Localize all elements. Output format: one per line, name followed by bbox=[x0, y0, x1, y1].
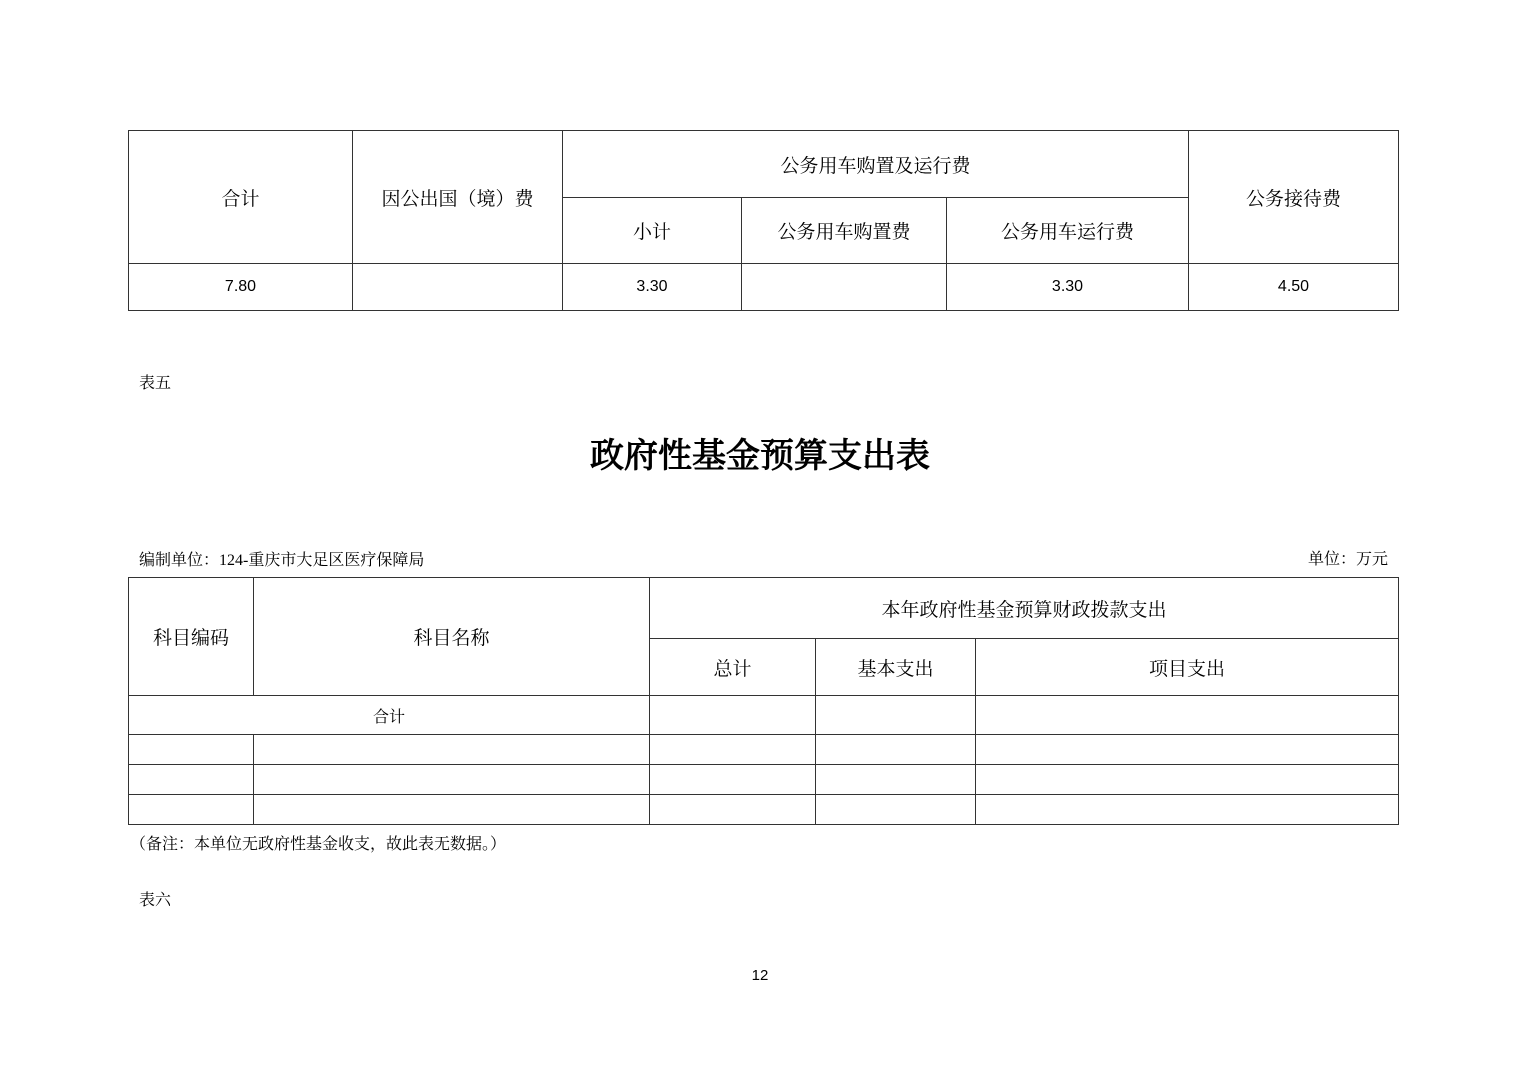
header-reception-expense: 公务接待费 bbox=[1189, 131, 1399, 264]
table-cell bbox=[976, 765, 1399, 795]
table-cell bbox=[254, 735, 650, 765]
sum-row-label: 合计 bbox=[129, 696, 650, 735]
header-vehicle-purchase: 公务用车购置费 bbox=[742, 198, 947, 264]
table-cell bbox=[129, 765, 254, 795]
compiling-unit: 编制单位：124-重庆市大足区医疗保障局 bbox=[139, 552, 425, 569]
table-cell bbox=[976, 696, 1399, 735]
currency-unit: 单位：万元 bbox=[1307, 551, 1388, 568]
table-note: （备注：本单位无政府性基金收支，故此表无数据。） bbox=[130, 836, 507, 853]
value-subtotal: 3.30 bbox=[563, 264, 742, 311]
table-cell bbox=[976, 795, 1399, 825]
table-cell bbox=[816, 735, 976, 765]
header-subject-code: 科目编码 bbox=[129, 578, 254, 696]
table-cell bbox=[129, 795, 254, 825]
table-cell bbox=[650, 696, 816, 735]
table-row bbox=[129, 696, 1399, 735]
table-cell bbox=[129, 735, 254, 765]
header-total: 合计 bbox=[129, 131, 353, 264]
value-total: 7.80 bbox=[129, 264, 353, 311]
header-fund-expenditure-group: 本年政府性基金预算财政拨款支出 bbox=[650, 578, 1399, 639]
header-vehicle-group: 公务用车购置及运行费 bbox=[563, 131, 1189, 198]
table-cell bbox=[816, 765, 976, 795]
header-project-expenditure: 项目支出 bbox=[976, 639, 1399, 696]
page-title: 政府性基金预算支出表 bbox=[590, 438, 930, 475]
table-row bbox=[129, 264, 1399, 311]
header-abroad-expense: 因公出国（境）费 bbox=[353, 131, 563, 264]
value-abroad-expense bbox=[353, 264, 563, 311]
table-row bbox=[129, 795, 1399, 825]
header-vehicle-operation: 公务用车运行费 bbox=[947, 198, 1189, 264]
table-row bbox=[129, 735, 1399, 765]
table-cell bbox=[816, 795, 976, 825]
table-cell bbox=[650, 735, 816, 765]
table-row bbox=[129, 765, 1399, 795]
government-fund-budget-table bbox=[128, 577, 1399, 825]
header-subject-name: 科目名称 bbox=[254, 578, 650, 696]
value-vehicle-purchase bbox=[742, 264, 947, 311]
table-cell bbox=[650, 795, 816, 825]
value-reception-expense: 4.50 bbox=[1189, 264, 1399, 311]
table-cell bbox=[816, 696, 976, 735]
table-cell bbox=[976, 735, 1399, 765]
table-label-five: 表五 bbox=[139, 375, 172, 392]
table-cell bbox=[254, 795, 650, 825]
page-number: 12 bbox=[751, 967, 769, 984]
header-grand-total: 总计 bbox=[650, 639, 816, 696]
table-cell bbox=[650, 765, 816, 795]
table-cell bbox=[254, 765, 650, 795]
header-subtotal: 小计 bbox=[563, 198, 742, 264]
header-basic-expenditure: 基本支出 bbox=[816, 639, 976, 696]
value-vehicle-operation: 3.30 bbox=[947, 264, 1189, 311]
table-label-six: 表六 bbox=[139, 892, 172, 909]
three-public-expenses-table bbox=[128, 130, 1399, 311]
